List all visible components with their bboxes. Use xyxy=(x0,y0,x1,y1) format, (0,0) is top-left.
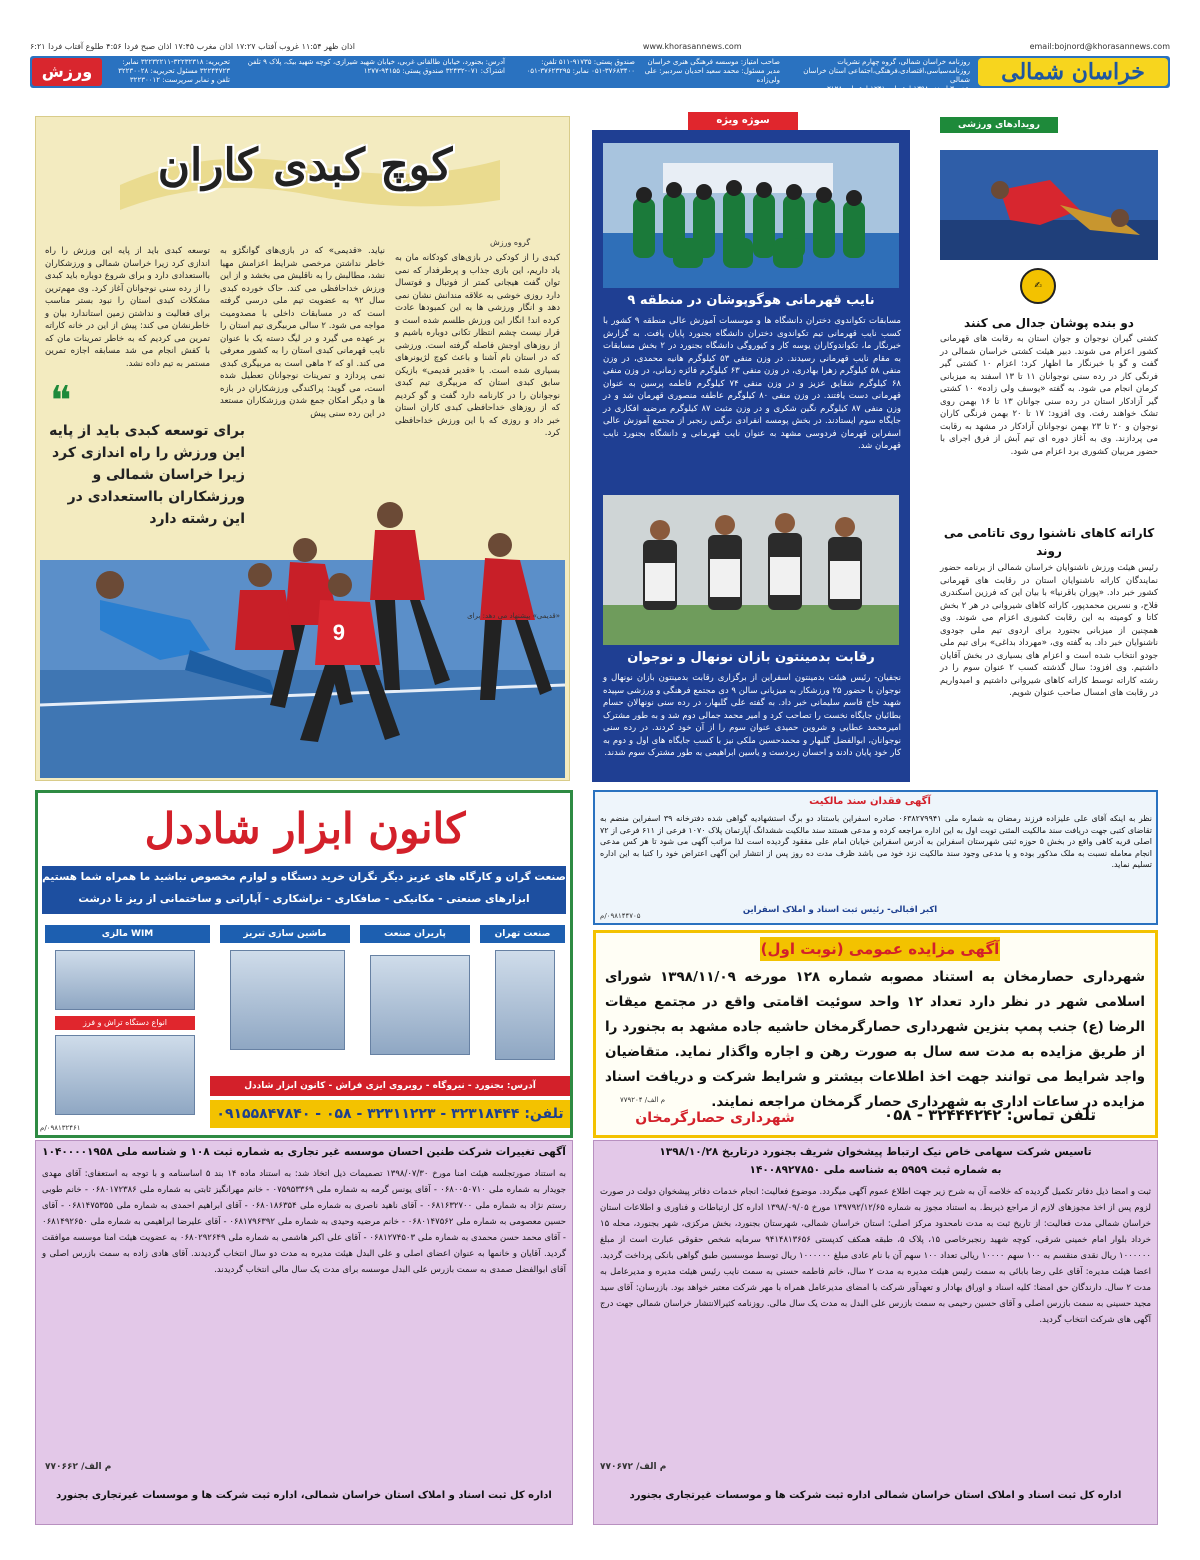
feature-column-2: نیاید. «قدیمی» که در بازی‌های گوانگژو به خاطر نداشتن مرخصی شرایط اعزامش مهیا نشد، مطالبش را به ناقلیش می بخشد و از این ورزش خداحافظی می کند. حاک خورده کبدی سال ۹۲ به عضویت تیم ملی درسی گرفته است که در مسابقات داخلی با مصدومیت مواجه می شود. ۲ سالی مربیگری تیم استان را بر عهده می گیرد و در لیگ دسته یک با عنوان نایب قهرمانی کبدی استان را به کشور معرفی می کند. او که ۲ ماهی است به مربیگری کبدی نمی پردازد و تمرینات نوجوانان تعطیل شده است، می گوید: پراکندگی ورزشکاران در بازه ها و دیگر امکان جمع شدن ورزشکاران مستعد در این رده سنی پیش xyxy=(220,246,385,419)
auction-text: شهرداری حصارمخان به استناد مصوبه شماره ۱۲۸ مورخه ۱۳۹۸/۱۱/۰۹ شورای اسلامی شهر در نظر دارد تعداد ۱۲ واحد سوئیت اقامتی واقع در مجتمع میقات الرضا (ع) جنب پمپ بنزین شهرداری حصارگرمخان حاشیه جاده مشهد به بجنورد را از طریق مزایده به مدت سه سال به صورت رهن و اجاره واگذار نماید. متقاضیان واجد شرایط می توانند جهت اخذ اطلاعات بیشتر و شرایط شرکت و دریافت اسناد مزایده در ساعات اداری به شهرداری حصار گرمخان مراجعه نمایند. xyxy=(605,969,1145,1110)
auction-org: شهرداری حصارگرمخان xyxy=(635,1110,795,1126)
lathe-image xyxy=(55,1035,195,1115)
lathe-caption: انواع دستگاه تراش و فرز xyxy=(55,1016,195,1030)
kabaddi-photo xyxy=(40,490,565,778)
pull-quote: برای توسعه کبدی باید از پایه این ورزش را راه اندازی کرد زیرا خراسان شمالی و ورزشکاران بااستعدادی در این رشته دارد xyxy=(49,423,245,527)
contact-info: صندوق پستی: ۹۱۷۳۵-۵۱۱ تلفن: ۳۷۶۸۳۴۰۰-۰۵۱ نمابر: ۳۷۶۲۳۲۹۵-۰۵۱ xyxy=(526,58,635,75)
tools-phone[interactable]: تلفن: ۳۲۳۱۸۴۴۴ - ۳۲۳۱۱۲۲۳ - ۰۵۸ - ۰۹۱۵۵۸۴۷۸۴۰ xyxy=(210,1100,570,1128)
balancer-image xyxy=(370,955,470,1055)
changes-title: آگهی تغییرات شرکت طنین احسان موسسه غیر تجاری به شماره ثبت ۱۰۸ و شناسه ملی ۱۰۴۰۰۰۰۱۹۵۸ xyxy=(42,1146,566,1158)
story1-headline: نایب قهرمانی هوگوپوشان در منطقه ۹ xyxy=(627,293,875,308)
tools-list: ابزارهای صنعتی - مکانیکی - صافکاری - نراشکاری - آپاراتی و ساختمانی از ریز تا درشت xyxy=(78,893,530,905)
date-line: شنبه ۳ اسفند ۱۳۹۸ | شماره ۱۲۴۱ | شماره ۲۱۲۸ xyxy=(827,85,970,93)
lost-deed-signature: اکبر اقبالی- رئیس ثبت اسناد و املاک اسفراین xyxy=(742,905,938,915)
svg-text:9: 9 xyxy=(332,620,345,645)
auction-code: م الف/ ۷۷۹۲۰۴ xyxy=(620,1096,666,1104)
tools-ad-band xyxy=(42,866,566,914)
tools-ad-title: کانون ابزار شاددل xyxy=(144,804,466,853)
brand-4: WIM مالزی xyxy=(45,925,210,943)
lost-deed-code: ۰۹۸۱۴۴۷۰۵/م xyxy=(600,912,641,920)
brand-1: صنعت تهران xyxy=(480,925,565,943)
newspaper-logo: خراسان شمالی xyxy=(978,58,1168,86)
right-section-tag: رویدادهای ورزشی xyxy=(940,117,1058,133)
changes-text: به استناد صورتجلسه هیئت امنا مورخ ۱۳۹۸/۰۷/۳۰ تصمیمات ذیل اتخاذ شد: به استناد ماده ۱۴ بند ۵ اساسنامه و با توجه به استعفای: آقای مهدی جویدار به شماره ملی ۰۶۸۰۰۵۰۷۱۰ - آقای یونس گرمه به شماره ملی ۰۷۵۹۵۳۳۶۹ - خانم مهرانگیز ثابتی به شماره ملی ۰۶۸۰۱۷۲۳۸۶ - خانم طوبی رستم نژاد به شماره ملی ۰۶۸۱۶۳۲۷۰۰ - آقای ناهید ناصری به شماره ملی ۰۶۸۰۱۸۶۳۵۴ - آقای ابراهیم احمدی به شماره ملی ۰۶۸۱۴۷۵۳۵۵ - آقای حسین معصومی به شماره ملی ۰۶۸۰۱۴۷۵۶۲ - خانم مرضیه وحیدی به شماره ملی ۰۶۸۱۷۹۶۳۹۲ - آقای علیرضا ابراهیمی به شماره ملی ۰۶۸۱۴۹۲۶۵۰ - آقای محمد حسن محمدی به شماره ملی ۰۶۸۱۲۷۴۵۰۳ - آقای علی اکبر هاشمی به شماره ملی ۰۶۸۰۲۹۲۶۴۹ به عضویت هیئت امنا موسسه موافقت گردید. آقایان و خانمها به عنوان اعضای اصلی و علی البدل هیئت مدیره به مدت دو سال انتخاب گردیدند. آقای هادی زاده به سمت بازرس اصلی و آقای ابوالفضل صمدی به سمت بازرس علی البدل موسسه برای مدت یک سال مالی انتخاب گردیدند. xyxy=(42,1169,567,1275)
story2-text: نجفیان- رئیس هیئت بدمینتون اسفراین از برگزاری رقابت بدمینتون بازان نونهال و نوجوان با حضور ۲۵ ورزشکار به میزبانی سالن ۹ دی مجتمع فرهنگی و ورزشی سپیده شهید حاج قاسم سلیمانی خبر داد. به گفته علی گلبهار، در رده سنی نونهالان حسام بطائیان جایگاه نخست را تصاحب کرد و امیر محمد جمالی دوم شد و به طور مشترک امیرمحمد عطایی و شروین حمیدی عنوان سوم را از آن خود کردند. در رده سنی نوجوانان، ابوالفضل گلبهار و محمدحسین ملکی نیز با کسب جایگاه های اول و دوم به کار خود پایان دادند و احسان زبردست و یاسین ابراهیمی به طور مشترک سوم شدند. xyxy=(603,673,901,758)
editorial-info: تحریریه: ۳۲۲۳۲۳۱۸-۳۲۲۳۲۲۱۱ نمابر: ۳۲۲۴۴۷۲۳ مسئول تحریریه: ۳۲۲۳۰۰۲۸ تلفن و نمابر سرپرست: ۳۲۲۳۰۰۱۲ xyxy=(118,58,230,84)
changes-code: م الف/ ۷۷۰۶۶۲ xyxy=(45,1462,112,1472)
website-link[interactable]: www.khorasannews.com xyxy=(642,42,742,51)
lost-deed-title: آگهی فقدان سند مالکیت xyxy=(809,796,931,807)
top-info-line xyxy=(30,42,1170,56)
tools-code: ۰۹۸۱۳۲۴۶۱/م xyxy=(40,1124,81,1132)
feature-title: کوچ کبدی کاران xyxy=(157,140,453,191)
founding-subtitle: به شماره ثبت ۵۹۵۹ به شناسه ملی ۱۴۰۰۸۹۲۷۸۵۰ xyxy=(749,1164,1002,1176)
brand-2: پاریران صنعت xyxy=(360,925,470,943)
taekwondo-team-photo xyxy=(603,143,899,288)
auction-title: آگهی مزایده عمومی (نوبت اول) xyxy=(760,937,1000,961)
founding-footer: اداره کل ثبت اسناد و املاک استان خراسان شمالی اداره ثبت شرکت ها و موسسات غیرتجاری بجنورد xyxy=(629,1490,1122,1501)
group-label: گروه ورزش xyxy=(490,238,531,247)
founding-text: ثبت و امضا ذیل دفاتر تکمیل گردیده که خلاصه آن به شرح زیر جهت اطلاع عموم آگهی میگردد. موضوع فعالیت: انجام خدمات دفاتر پیشخوان دولت در صورت لزوم پس از اخذ مجوزهای لازم از مراجع ذیربط. به استناد مجوز به شماره ۱۳۹۷۹۲/۱۲/۶۵ مورخ ۱۳۹۸/۰۹/۰۵ اداره کل ارتباطات و فناوری و اطلاعات استان خراسان شمالی مدت فعالیت: از تاریخ ثبت به مدت نامحدود مرکز اصلی: استان خراسان شمالی، شهرستان بجنورد، بخش مرکزی، شهر بجنورد، محله ۱۵ خرداد بلوار امام خمینی شرقی، کوچه شهید رنجبرخاصی ۱۵، پلاک ۵، طبقه همکف کدپستی ۹۴۱۴۸۱۳۶۵۶ سرمایه شخص حقوقی عبارت است از مبلغ ۱۰۰۰۰۰۰ ریال نقدی منقسم به ۱۰۰ سهم ۱۰۰۰۰ ریالی تعداد ۱۰۰ سهم آن با نام عادی مبلغ ۱۰۰۰۰۰۰ ریال توسط موسسین طبق گواهی بانکی پرداخت گردید. اعضا هیئت مدیره: آقای علی رضا بابائی به سمت رئیس هیئت مدیره به مدت ۲ سال، خانم فاطمه حسنی به سمت نایب رئیس هیئت مدیره و مدیرعامل به مدت ۲ سال. دارندگان حق امضا: کلیه اسناد و اوراق بهادار و تعهدآور شرکت با امضای مدیرعامل همراه با مهر شرکت معتبر خواهد بود. بازرسان: آقای سید مجید حسینی به سمت بازرس اصلی و آقای حسین رحیمی به سمت بازرس علی البدل به مدت یک سال مالی. روزنامه کثیرالانتشار خراسان شمالی جهت درج آگهی های شرکت انتخاب گردید. xyxy=(600,1187,1152,1325)
section-label: ورزش xyxy=(32,58,102,86)
email-link[interactable]: email:bojnord@khorasannews.com xyxy=(1029,42,1170,51)
lost-deed-text: نظر به اینکه آقای علی علیزاده فرزند رمضان به شماره ملی ۰۶۳۸۲۷۹۹۴۱ صادره اسفراین باستناد دو برگ استشهادیه گواهی شده دفترخانه ۳۹ اسفراین منضم به تقاضای کتبی جهت دریافت سند مالکیت المثنی تویت اول به این اداره مراجعه کرده و مدعی هستند سند مالکیت ششدانگ آپارتمان پلاک ۱۰۷۰ فرعی از ۶۱۱ فرعی از ۷۲ اصلی قریه کاهی واقع در بخش ۵ حوزه ثبتی شهرستان اسفراین به آدرس اسفراین خیابان امام علی مفقود گردیده است لذا مراتب آگهی می شود تا هر کس مدعی انجام معامله نسبت به ملک مذکور بوده و یا مدعی وجود سند مالکیت نزد خود می باشد ظرف مدت ده روز پس از انتشار این آگهی اعتراض خود را کتبا به این اداره تسلیم نماید. xyxy=(600,814,1153,869)
right-story1-text: کشتی گیران نوجوان و جوان استان به رقابت های قهرمانی کشور اعزام می شوند. دبیر هیئت کشتی خراسان شمالی در گفت و گو با خبرنگار ما اظهار کرد: اعزام ۱۰ کشتی گیر فرنگی کار در رده سنی نوجوانان ۱۱ تا ۱۳ اسفند به میزبانی کرمان انجام می شود. به گفته «یوسف ولی زاده» ۱۰ کشتی گیر آزادکار استان در رده سنی جوانان ۱۳ تا ۱۶ بهمن روی تشک خواهند رفت. وی افزود: ۱۷ تا ۲۰ بهمن فرنگی کاران نوجوان و ۲۰ تا ۲۳ بهمن نوجوانان آزادکار در مشهد به رقابت می پردازند. وی به آغاز دوره ای تیم آبش از فرق اجرای با حضور مربیان کشوری برد اعزام می شود. xyxy=(940,334,1159,457)
auction-phone[interactable]: تلفن تماس: ۳۲۴۴۴۲۴۲ - ۰۵۸ xyxy=(884,1106,1096,1124)
tire-machine-image xyxy=(495,950,555,1060)
prayer-times: اذان ظهر ۱۱:۵۴ غروب آفتاب ۱۷:۲۷ اذان مغرب ۱۷:۴۵ اذان صبح فردا ۴:۵۶ طلوع آفتاب فردا ۶:۲۱ xyxy=(30,42,355,51)
welder-image xyxy=(55,950,195,1010)
founding-code: م الف/ ۷۷۰۶۷۲ xyxy=(600,1462,667,1472)
feature-column-3: توسعه کبدی باید از پایه این ورزش را راه اندازی کرد زیرا خراسان شمالی و ورزشکاران بااستعدادی دارد و برای شروع دوباره باید کبدی را از رده سنی نوجوانان آغاز کرد. وی مهم‌ترین مشکلات کبدی استان را نبود بستر مناسب برای فعالیت و نداشتن زمین استاندارد بیان و خاطرنشان می کند: پیش از این در خانه کاراته تمرین می کردیم که به خاطر تمرینات مان که با کفش انجام می شد مسابقه اجازه تمرین مستمر به تیم داده نشد. xyxy=(45,246,210,369)
wrestling-photo xyxy=(940,150,1158,260)
feature-column-1: کبدی را از کودکی در بازی‌های کودکانه مان به یاد داریم، این بازی جذاب و پرطرفدار که نمی توان گفت هیجانی کمتر از فوتبال و فوتسال دارد روزی خوشی به علاقه مندانش نشان نمی دهد و انگار ورزشی ها به این کمبودها عادت کرده اند! انگار این ورزش طلسم شده است و قرار نیست چشم انتظار تکانی دوباره باشیم و از روزهای اوجش فاصله گرفته است. ورزشی که در استان نام آشنا و باعث کوچ لژیونرهای بسیاری شده است. با «قدیر قدیمی» بازیکن سابق کبدی استان که مربیگری تیم کبدی نوجوانان را در کارنامه دارد گفت و گو کردیم که از روزهای خداحافظی کبدی کاران استان خبر داد و روزی که با این ورزش خداحافظی کرد. xyxy=(395,253,560,438)
tools-address: آدرس: بجنورد - نیروگاه - روبروی ایزی فراش - کانون ابزار شاددل xyxy=(210,1076,570,1096)
story2-headline: رقابت بدمینتون بازان نونهال و نوجوان xyxy=(627,650,875,665)
special-tag: سوژه ویژه xyxy=(688,112,798,130)
brand-3: ماشین سازی تبریز xyxy=(220,925,350,943)
paper-info: روزنامه خراسان شمالی، گروه چهارم نشریات روزنامه‌سیاسی،اقتصادی،فرهنگی،اجتماعی استان خراسان شمالی شنبه ۳ اسفند ۱۳۹۸ | شماره ۱۲۴۱ | شماره ۲۱۲۸ ۲۷ جمادی الثانی ۱۴۴۱ xyxy=(790,58,970,86)
caption-tail: «قدیمی» پیشنهاد می دهد: برای xyxy=(467,612,560,620)
address-info: آدرس: بجنورد، خیابان طالقانی غربی، خیابان شهید شیرازی، کوچه شهید بیک، پلاک ۹ تلفن اشتراک: ۰۷۱-۳۲۴۳۲ صندوق پستی: ۹۴۱۵۵-۱۲۷۷ xyxy=(247,58,505,75)
changes-footer: اداره کل ثبت اسناد و املاک استان خراسان شمالی، اداره ثبت شرکت ها و موسسات غیرتجاری بجنورد xyxy=(56,1490,552,1501)
tools-tagline: صنعت گران و کارگاه های عزیز دیگر نگران خرید دستگاه و لوازم مخصوص نباشید ما همراه شما هستیم xyxy=(42,871,566,883)
right-story1-headline: دو بنده پوشان جدال می کنند xyxy=(964,316,1134,330)
right-story2-headline: کاراته کاهای ناشنوا روی تاتامی می روند xyxy=(943,526,1155,558)
sticker-icon: ✍ xyxy=(1020,268,1056,304)
founding-title: تاسیس شرکت سهامی خاص نیک ارتباط پیشخوان شریف بجنورد درتاریخ ۱۳۹۸/۱۰/۲۸ xyxy=(659,1146,1092,1158)
badminton-photo xyxy=(603,495,899,645)
quote-icon: ❝ xyxy=(50,378,72,424)
cnc-machine-image xyxy=(230,950,345,1050)
right-story2-text: رئیس هیئت ورزش ناشنوایان خراسان شمالی از برنامه حضور نمایندگان کاراته ناشنوایان استان در رقابت های قهرمانی کشور خبر داد. «پوران باقرنیا» با بیان این که فرزین اسکندری فلاح، و نسرین محمدپور، کاراته کاهای شیروانی در هر ۲ بخش کاتا و کومیته به این رقابت کشوری اعزام می شوند. وی همچنین از میزبانی بجنورد برای اردوی تیم ملی جودوی ناشنوایان خبر داد. به گفته وی، «مهرداد بداغی» برای تیم ملی جودو انتخاب شده است و اعزام های بسیاری در بخش آقایان داشتیم. وی افزود: سال گذشته کسب ۲ عنوان سوم را در رشته کاراته توسط کاراته کاهای شیروانی داشتیم و امیدواریم در رقابت های امسال صاحب عنوان شویم. xyxy=(940,563,1158,698)
story1-text: مسابقات تکواندوی دختران دانشگاه ها و موسسات آموزش عالی منطقه ۹ کشور با کسب نایب قهرمانی تیم تکواندوی دختران دانشگاه بجنورد پایان یافت. به گزارش خبرنگار ما، تکواندوکاران یوسه کار و کیوروگی دانشگاه بجنورد در ۲ بخش مسابقات به مقام نایب قهرمانی رسیدند. در وزن منفی ۵۳ کیلوگرم هانیه محمدی، در وزن منفی ۵۸ کیلوگرم زهرا بهادری، در وزن منفی ۶۳ کیلوگرم فائزه زمانی، در وزن منفی ۶۸ کیلوگرم شقایق عزیز و در وزن منفی ۷۴ کیلوگرم فاطمه پرسین به عنوان قهرمانی دست یافتند. در وزن منفی ۸۰ کیلوگرم عاطفه منصوری قهرمان شد و در وزن منفی ۸۷ کیلوگرم نگین شکری و در وزن مثبت ۸۷ کیلوگرم مرضیه افکاری در جایگاه سوم ایستادند. در بخش پومسه انفرادی نرگس رنجبر از مجتمع آموزش عالی اسفراین قهرمان فردوسی مشهد به عنوان نایب قهرمانی و دانشگاه بجنورد نایب قهرمان شد. xyxy=(603,316,902,451)
owner-info: صاحب امتیاز: موسسه فرهنگی هنری خراسان مدیر مسئول: محمد سعید احدیان سردبیر: علی ولی‌زاده xyxy=(644,58,780,84)
